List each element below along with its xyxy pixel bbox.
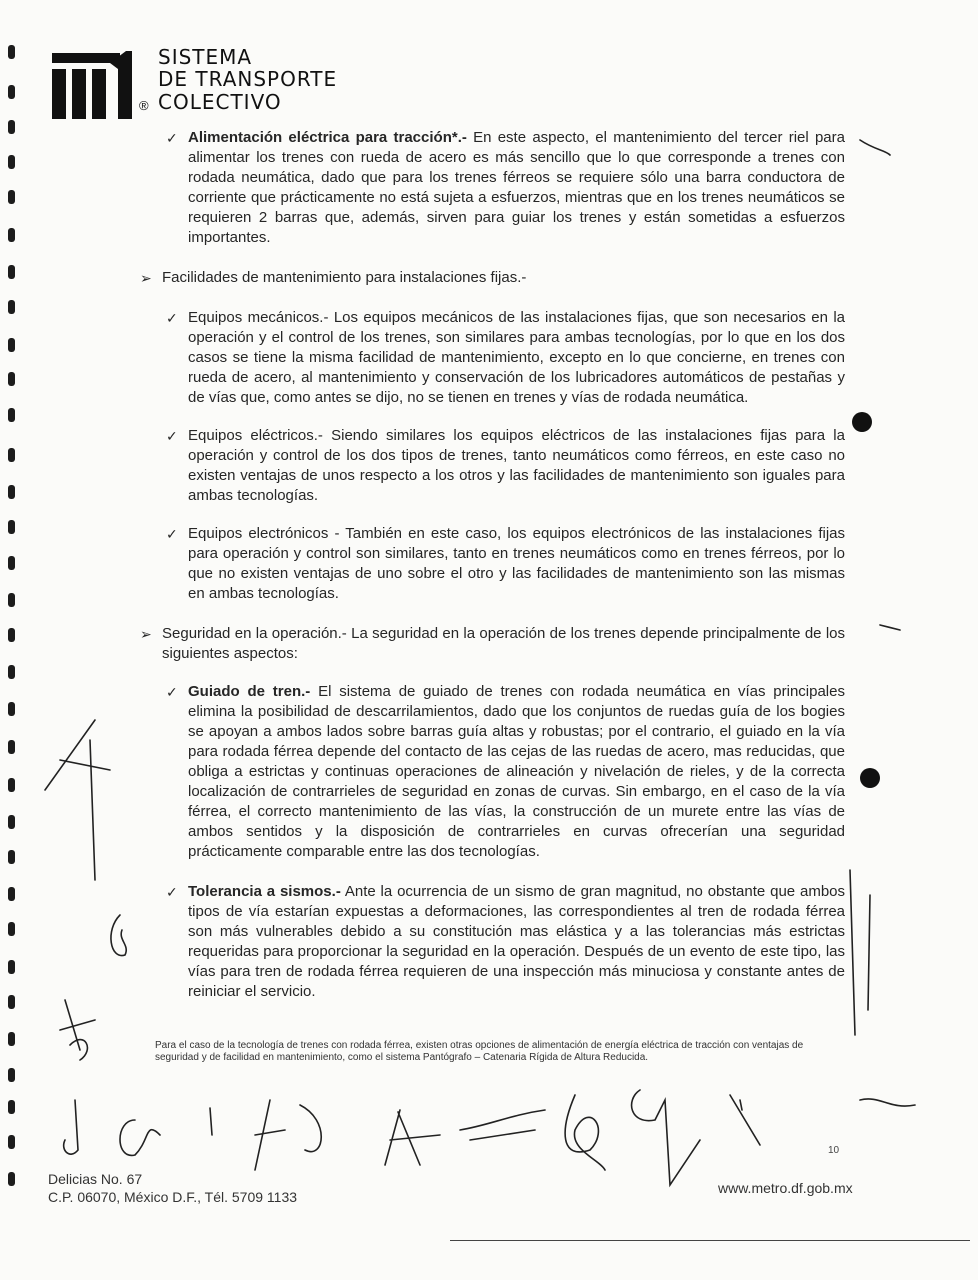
signature-3 [210,1108,212,1135]
section-body: El sistema de guiado de trenes con rodada neumática en vías principales elimina la posibilidad de descarrilamientos, dado que los conjuntos de ruedas guía de los bogies se apoyan a ambos lados sobre barras guía altas y robustas; por el contrario, el guiado en la vía para rodada férrea depende del contacto de las cejas de las ruedas de acero, mas reducidas, que obliga a estrictas y continuas operaciones de alineación y nivelación de rieles, y de la correcta localización de contrarrieles de seguridad en zonas de curvas. Sin embargo, en el caso de la vía férrea, el correcto mantenimiento de las vías, la construcción de un murete entre las vías de ambos sentidos y la disposición de contrarrieles en curvas ofrecerían una seguridad prácticamente comparable entre las dos tecnologías. [188,683,845,860]
address-line-2: C.P. 06070, México D.F., Tél. 5709 1133 [48,1189,298,1205]
signature-10 [860,1099,915,1106]
check-icon: ✓ [166,428,178,444]
logo-line-2: DE TRANSPORTE [158,67,338,91]
logo-line-3: COLECTIVO [158,90,282,114]
ink-dot-1 [852,412,872,432]
section-title: Facilidades de mantenimiento para instalaciones fijas.- [162,269,527,286]
section-body: Siendo similares los equipos eléctricos de las instalaciones fijas para la operación y control de los dos tipos de trenes, tanto neumáticos como férreos, en este caso no existen ventajas de unos respecto a los otros y las facilidades de mantenimiento son iguales para ambas tecnologías. [188,427,845,504]
check-icon: ✓ [166,684,178,700]
section-facilidades [140,268,845,288]
check-icon: ✓ [166,310,178,326]
check-icon: ✓ [166,526,178,542]
arrow-bullet-icon: ➢ [140,270,152,286]
signature-mark-left-2 [111,915,126,956]
margin-scribble-right [860,140,900,630]
section-title: Equipos mecánicos.- [188,309,329,326]
signature-mark-left-3 [60,1000,95,1060]
section-body: Ante la ocurrencia de un sismo de gran magnitud, no obstante que ambos tipos de vía estarían expuestas a deformaciones, las correspondientes al tren de rodada férrea son más vulnerables debido a su constitución mas elástica y a las tolerancias más estrictas requeridas para proporcionar la seguridad en la operación. Después de un evento de este tipo, las vías para tren de rodada férrea requieren de una inspección más minuciosa y constante antes de reiniciar el servicio. [188,883,845,1000]
footer-rule [450,1240,970,1241]
registered-mark: ® [139,98,149,113]
page-number: 10 [828,1145,840,1156]
stc-logo-icon [50,45,136,121]
address-line-1: Delicias No. 67 [48,1171,143,1187]
footer-address [48,1170,297,1206]
section-guiado [166,682,845,862]
signature-4 [255,1100,321,1170]
stc-logo [50,45,360,125]
section-seguridad [140,624,846,664]
ink-dot-2 [860,768,880,788]
check-icon: ✓ [166,884,178,900]
check-icon: ✓ [166,130,178,146]
section-body: También en este caso, los equipos electrónicos de las instalaciones fijas para operación y control son similares, tanto en trenes neumáticos como en trenes férreos, por lo que no existen ventajas de uno sobre el otro y las facilidades de mantenimiento son las mismas en ambas tecnologías. [188,525,846,602]
document-body [140,128,845,1002]
section-body: En este aspecto, el mantenimiento del tercer riel para alimentar los trenes con rueda de acero es más sencillo que lo que corresponde a trenes con rodada neumática, dado que para los trenes férreos se requiere sólo una barra conductora de corriente que prácticamente no está sujeta a esfuerzos, mientras que en los trenes neumáticos se requieren 2 barras que, además, sirven para guiar los trenes y están sometidas a esfuerzos importantes. [188,129,845,246]
signature-1 [64,1100,78,1154]
section-title: Equipos electrónicos - [188,525,340,542]
section-body: Los equipos mecánicos de las instalaciones fijas, que son necesarios en la operación y el control de los trenes, son similares para ambas tecnologías, por lo que en los dos casos se tiene la misma facilidad de mantenimiento, excepto en lo que concierne, en trenes con rueda de acero, al mantenimiento y conservación de los lubricadores automáticos de pestañas y de vías que, como antes se dijo, no se tienen en trenes y vías de rodada neumática. [188,309,846,406]
margin-line-right [850,870,870,1035]
section-body: La seguridad en la operación de los trenes depende principalmente de los siguientes aspectos: [162,625,846,662]
signature-9 [730,1095,760,1145]
section-equipos-mecanicos [166,308,846,408]
signature-8 [632,1090,700,1185]
section-alimentacion [166,128,845,248]
section-equipos-electricos [166,426,845,506]
section-title: Alimentación eléctrica para tracción*.- [188,129,467,146]
signature-6 [460,1110,545,1140]
signature-7 [565,1095,605,1170]
footnote [155,1040,815,1064]
signature-5 [385,1110,440,1165]
signature-2 [120,1120,160,1155]
section-title: Equipos eléctricos.- [188,427,323,444]
section-title: Guiado de tren.- [188,683,311,700]
section-title: Seguridad en la operación.- [162,625,347,642]
section-tolerancia [166,882,845,1002]
logo-line-1: SISTEMA [158,45,253,69]
footer-website: www.metro.df.gob.mx [718,1180,853,1196]
footnote-text: Para el caso de la tecnología de trenes con rodada férrea, existen otras opciones de alimentación de energía eléctrica de tracción con ventajas de seguridad y de facilidad en mantenimiento, como el sistema Pantógrafo – Catenaria Rígida de Altura Reducida. [155,1040,804,1063]
section-equipos-electronicos [166,524,846,604]
arrow-bullet-icon: ➢ [140,626,152,642]
section-title: Tolerancia a sismos.- [188,883,341,900]
signature-mark-left-1 [45,720,110,880]
